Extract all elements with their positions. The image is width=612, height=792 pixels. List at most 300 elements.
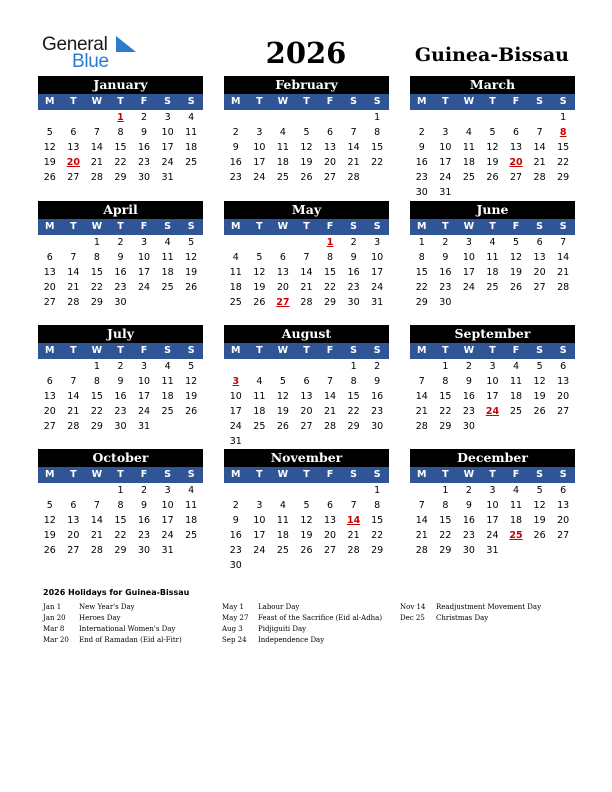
day-cell: 4 [232, 252, 239, 263]
holiday-day-cell: 14 [346, 515, 361, 526]
day-cell: 22 [90, 406, 103, 417]
day-cell: 22 [371, 530, 384, 541]
month-march [410, 76, 575, 200]
day-cell: 11 [509, 500, 523, 511]
day-cell: 7 [93, 127, 100, 138]
weekday-label: T [442, 96, 449, 107]
month-october [38, 449, 203, 558]
day-cell: 19 [43, 530, 56, 541]
day-cell: 28 [415, 545, 428, 556]
day-cell: 6 [46, 252, 53, 263]
holiday-row [222, 602, 382, 613]
day-cell: 10 [486, 500, 499, 511]
weekday-label: M [417, 221, 427, 232]
month-title: November [224, 449, 389, 467]
day-cell: 19 [185, 391, 198, 402]
day-cell: 12 [185, 376, 198, 387]
weekday-label: T [303, 221, 310, 232]
holiday-name: Feast of the Sacrifice (Eid al-Adha) [258, 614, 383, 622]
day-cell: 21 [415, 530, 428, 541]
day-cell: 9 [465, 376, 472, 387]
day-cell: 28 [533, 172, 546, 183]
month-february [224, 76, 389, 185]
weekday-label: S [164, 96, 172, 107]
day-cell: 8 [327, 252, 334, 263]
day-cell: 7 [70, 252, 77, 263]
day-cell: 18 [253, 406, 266, 417]
month-may [224, 201, 389, 310]
weekday-header [224, 343, 389, 359]
day-cell: 21 [347, 157, 360, 168]
day-cell: 23 [371, 406, 384, 417]
day-cell: 12 [43, 515, 56, 526]
day-cell: 11 [185, 127, 198, 138]
day-cell: 5 [188, 237, 195, 248]
day-cell: 13 [557, 376, 570, 387]
day-cell: 19 [486, 157, 499, 168]
weekday-label: F [140, 469, 148, 480]
day-cell: 12 [300, 142, 313, 153]
day-cell: 11 [161, 252, 174, 263]
day-grid [410, 483, 575, 558]
day-cell: 14 [347, 142, 360, 153]
day-cell: 23 [462, 406, 475, 417]
day-cell: 22 [347, 406, 360, 417]
weekday-label: M [417, 345, 427, 356]
month-august [224, 325, 389, 449]
day-cell: 7 [303, 252, 310, 263]
day-cell: 24 [253, 172, 266, 183]
weekday-label: T [70, 96, 77, 107]
month-title: April [38, 201, 203, 219]
day-cell: 11 [253, 391, 266, 402]
day-cell: 30 [439, 297, 452, 308]
day-cell: 27 [323, 172, 337, 183]
weekday-header [410, 94, 575, 110]
day-cell: 7 [560, 237, 567, 248]
day-cell: 1 [93, 237, 100, 248]
day-cell: 26 [533, 406, 546, 417]
day-cell: 14 [557, 252, 570, 263]
holiday-day-cell: 27 [276, 297, 290, 308]
day-cell: 13 [533, 252, 546, 263]
empty-day-cell [224, 483, 248, 498]
day-cell: 20 [557, 391, 570, 402]
day-cell: 19 [533, 515, 546, 526]
day-cell: 8 [374, 127, 381, 138]
weekday-label: S [559, 96, 567, 107]
holiday-name: International Women's Day [79, 625, 176, 633]
month-january [38, 76, 203, 185]
day-cell: 4 [489, 237, 496, 248]
day-cell: 22 [114, 530, 127, 541]
day-cell: 22 [90, 282, 103, 293]
day-cell: 31 [439, 187, 452, 198]
day-cell: 30 [462, 421, 475, 432]
weekday-header [224, 219, 389, 235]
holiday-day-cell: 24 [485, 406, 500, 417]
day-cell: 9 [465, 500, 472, 511]
empty-day-cell [410, 359, 434, 374]
weekday-label: M [231, 345, 241, 356]
month-title: June [410, 201, 575, 219]
weekday-label: S [187, 469, 195, 480]
day-cell: 9 [232, 142, 239, 153]
day-cell: 18 [509, 515, 523, 526]
day-cell: 7 [327, 376, 334, 387]
weekday-label: F [326, 345, 334, 356]
holiday-row [400, 613, 541, 624]
day-cell: 4 [513, 485, 520, 496]
day-cell: 10 [253, 142, 266, 153]
weekday-label: T [303, 96, 310, 107]
weekday-label: W [463, 345, 475, 356]
day-cell: 9 [117, 252, 124, 263]
day-cell: 8 [117, 127, 124, 138]
day-cell: 26 [300, 172, 313, 183]
day-cell: 13 [557, 500, 570, 511]
day-cell: 23 [229, 172, 242, 183]
day-cell: 10 [439, 142, 452, 153]
day-cell: 3 [374, 237, 381, 248]
day-cell: 13 [43, 267, 56, 278]
holiday-date: Nov 14 [400, 603, 426, 611]
empty-day-cell [248, 483, 272, 498]
day-cell: 26 [43, 545, 56, 556]
day-cell: 24 [137, 282, 151, 293]
day-cell: 20 [557, 515, 570, 526]
day-cell: 7 [418, 376, 425, 387]
weekday-label: S [187, 221, 195, 232]
day-cell: 18 [462, 157, 475, 168]
day-cell: 28 [90, 545, 103, 556]
day-cell: 7 [70, 376, 77, 387]
weekday-label: M [45, 221, 55, 232]
day-cell: 30 [114, 421, 127, 432]
day-cell: 2 [442, 237, 449, 248]
day-cell: 31 [137, 421, 151, 432]
weekday-label: W [463, 96, 475, 107]
day-cell: 16 [114, 391, 127, 402]
day-grid [224, 359, 389, 449]
day-cell: 25 [486, 282, 499, 293]
weekday-label: W [91, 345, 103, 356]
day-cell: 10 [462, 252, 475, 263]
day-cell: 11 [462, 142, 475, 153]
weekday-label: S [164, 345, 172, 356]
day-cell: 4 [188, 485, 195, 496]
day-cell: 13 [43, 391, 56, 402]
day-cell: 16 [415, 157, 428, 168]
day-cell: 15 [347, 391, 360, 402]
day-grid [410, 359, 575, 434]
weekday-header [38, 219, 203, 235]
day-cell: 22 [371, 157, 384, 168]
day-cell: 6 [536, 237, 543, 248]
day-cell: 20 [276, 282, 289, 293]
day-cell: 5 [256, 252, 263, 263]
day-cell: 25 [229, 297, 242, 308]
weekday-label: M [45, 96, 55, 107]
day-cell: 21 [533, 157, 546, 168]
weekday-label: S [536, 345, 544, 356]
day-cell: 17 [253, 530, 266, 541]
holidays-column [43, 602, 182, 646]
day-cell: 17 [137, 391, 151, 402]
day-cell: 3 [141, 237, 148, 248]
weekday-label: T [117, 345, 124, 356]
day-cell: 1 [442, 485, 449, 496]
empty-day-cell [295, 235, 319, 250]
day-cell: 8 [442, 376, 449, 387]
day-cell: 17 [137, 267, 151, 278]
day-cell: 28 [347, 545, 360, 556]
day-cell: 23 [439, 282, 452, 293]
day-cell: 13 [67, 142, 80, 153]
weekday-header [410, 467, 575, 483]
weekday-label: M [231, 96, 241, 107]
day-cell: 19 [300, 530, 313, 541]
holiday-date: Mar 8 [43, 625, 65, 633]
day-cell: 11 [229, 267, 242, 278]
day-cell: 11 [161, 376, 174, 387]
day-cell: 2 [465, 485, 472, 496]
day-cell: 17 [161, 142, 174, 153]
day-cell: 11 [509, 376, 523, 387]
weekday-label: T [70, 345, 77, 356]
day-cell: 14 [67, 391, 80, 402]
day-cell: 15 [557, 142, 570, 153]
day-cell: 5 [46, 127, 53, 138]
holiday-row [43, 613, 182, 624]
day-cell: 2 [117, 361, 124, 372]
weekday-label: T [489, 221, 496, 232]
day-cell: 3 [256, 500, 263, 511]
day-cell: 28 [300, 297, 313, 308]
day-cell: 27 [557, 530, 570, 541]
day-cell: 3 [489, 361, 496, 372]
day-cell: 1 [374, 485, 381, 496]
day-cell: 23 [229, 545, 242, 556]
weekday-label: T [303, 469, 310, 480]
weekday-label: S [373, 469, 381, 480]
weekday-label: W [277, 96, 289, 107]
day-cell: 21 [347, 530, 360, 541]
holiday-date: May 1 [222, 603, 244, 611]
day-grid [224, 235, 389, 310]
day-cell: 30 [137, 545, 151, 556]
day-cell: 2 [141, 112, 148, 123]
holiday-day-cell: 3 [232, 376, 240, 387]
weekday-label: W [277, 221, 289, 232]
day-cell: 26 [300, 545, 313, 556]
day-cell: 26 [509, 282, 523, 293]
weekday-label: W [463, 221, 475, 232]
day-cell: 23 [415, 172, 428, 183]
day-cell: 25 [161, 406, 174, 417]
day-cell: 16 [371, 391, 384, 402]
day-cell: 16 [229, 157, 242, 168]
day-cell: 27 [557, 406, 570, 417]
day-cell: 1 [93, 361, 100, 372]
day-grid [410, 110, 575, 200]
day-cell: 12 [43, 142, 56, 153]
empty-day-cell [481, 110, 505, 125]
holiday-name: Christmas Day [436, 614, 489, 622]
holiday-day-cell: 8 [559, 127, 567, 138]
day-cell: 1 [350, 361, 357, 372]
month-title: October [38, 449, 203, 467]
empty-day-cell [504, 110, 528, 125]
day-cell: 26 [486, 172, 499, 183]
day-cell: 23 [137, 157, 151, 168]
day-cell: 17 [439, 157, 452, 168]
day-cell: 7 [350, 127, 357, 138]
weekday-label: T [117, 469, 124, 480]
day-cell: 22 [439, 530, 452, 541]
day-cell: 27 [509, 172, 523, 183]
day-cell: 29 [347, 421, 360, 432]
empty-day-cell [318, 483, 342, 498]
holiday-row [222, 613, 382, 624]
day-cell: 4 [256, 376, 263, 387]
day-cell: 6 [303, 376, 310, 387]
month-april [38, 201, 203, 310]
day-cell: 6 [560, 361, 567, 372]
month-title: March [410, 76, 575, 94]
holiday-date: Jan 20 [43, 614, 66, 622]
day-cell: 16 [114, 267, 127, 278]
empty-day-cell [318, 110, 342, 125]
day-cell: 7 [350, 500, 357, 511]
day-cell: 6 [327, 500, 334, 511]
day-cell: 21 [67, 282, 80, 293]
day-cell: 20 [43, 406, 56, 417]
day-cell: 25 [253, 421, 266, 432]
weekday-label: T [70, 469, 77, 480]
day-cell: 21 [67, 406, 80, 417]
weekday-label: S [350, 221, 358, 232]
day-cell: 24 [439, 172, 452, 183]
weekday-label: S [373, 221, 381, 232]
logo-general-text: General [42, 34, 108, 55]
weekday-header [38, 94, 203, 110]
weekday-label: T [256, 469, 263, 480]
day-cell: 6 [70, 500, 77, 511]
day-cell: 24 [161, 157, 174, 168]
day-cell: 30 [114, 297, 127, 308]
day-cell: 21 [415, 406, 428, 417]
holiday-date: Sep 24 [222, 636, 247, 644]
day-cell: 24 [161, 530, 174, 541]
day-cell: 11 [276, 142, 289, 153]
day-cell: 22 [415, 282, 428, 293]
day-cell: 3 [489, 485, 496, 496]
month-november [224, 449, 389, 573]
day-cell: 8 [350, 376, 357, 387]
weekday-label: S [536, 221, 544, 232]
day-cell: 14 [323, 391, 337, 402]
empty-day-cell [457, 110, 481, 125]
day-cell: 10 [161, 500, 174, 511]
empty-day-cell [38, 359, 62, 374]
weekday-label: S [559, 345, 567, 356]
holiday-row [222, 635, 382, 646]
weekday-label: W [277, 345, 289, 356]
weekday-label: T [117, 96, 124, 107]
empty-day-cell [528, 110, 552, 125]
empty-day-cell [410, 483, 434, 498]
empty-day-cell [342, 110, 366, 125]
day-cell: 18 [185, 142, 198, 153]
holiday-row [43, 602, 182, 613]
weekday-label: F [326, 469, 334, 480]
day-cell: 17 [462, 267, 475, 278]
day-cell: 25 [276, 172, 289, 183]
weekday-label: T [70, 221, 77, 232]
weekday-label: W [91, 221, 103, 232]
empty-day-cell [224, 235, 248, 250]
day-cell: 22 [439, 406, 452, 417]
day-cell: 6 [560, 485, 567, 496]
day-cell: 30 [137, 172, 151, 183]
holiday-day-cell: 1 [117, 112, 124, 123]
day-cell: 30 [347, 297, 360, 308]
day-cell: 8 [93, 376, 100, 387]
day-cell: 20 [323, 157, 337, 168]
day-cell: 29 [114, 545, 127, 556]
day-cell: 18 [509, 391, 523, 402]
day-cell: 23 [462, 530, 475, 541]
day-cell: 23 [114, 406, 127, 417]
day-cell: 17 [371, 267, 384, 278]
day-cell: 3 [465, 237, 472, 248]
day-cell: 13 [67, 515, 80, 526]
empty-day-cell [62, 110, 86, 125]
day-cell: 27 [43, 297, 56, 308]
day-cell: 10 [229, 391, 242, 402]
day-cell: 29 [371, 545, 384, 556]
holidays-column [222, 602, 382, 646]
day-cell: 8 [93, 252, 100, 263]
day-cell: 30 [462, 545, 475, 556]
holiday-name: Readjustment Movement Day [436, 603, 542, 611]
day-cell: 7 [93, 500, 100, 511]
day-cell: 20 [43, 282, 56, 293]
day-cell: 29 [439, 421, 452, 432]
weekday-label: W [91, 469, 103, 480]
holiday-row [222, 624, 382, 635]
month-title: July [38, 325, 203, 343]
day-cell: 21 [557, 267, 570, 278]
weekday-header [410, 343, 575, 359]
day-cell: 19 [509, 267, 523, 278]
day-cell: 27 [43, 421, 56, 432]
weekday-label: M [231, 469, 241, 480]
empty-day-cell [271, 235, 295, 250]
day-cell: 13 [276, 267, 289, 278]
holiday-day-cell: 20 [66, 157, 80, 168]
empty-day-cell [271, 110, 295, 125]
day-cell: 12 [533, 500, 546, 511]
month-september [410, 325, 575, 434]
day-cell: 18 [161, 391, 174, 402]
weekday-label: F [326, 96, 334, 107]
day-cell: 10 [253, 515, 266, 526]
day-cell: 8 [374, 500, 381, 511]
day-cell: 25 [185, 530, 198, 541]
day-cell: 5 [279, 376, 286, 387]
